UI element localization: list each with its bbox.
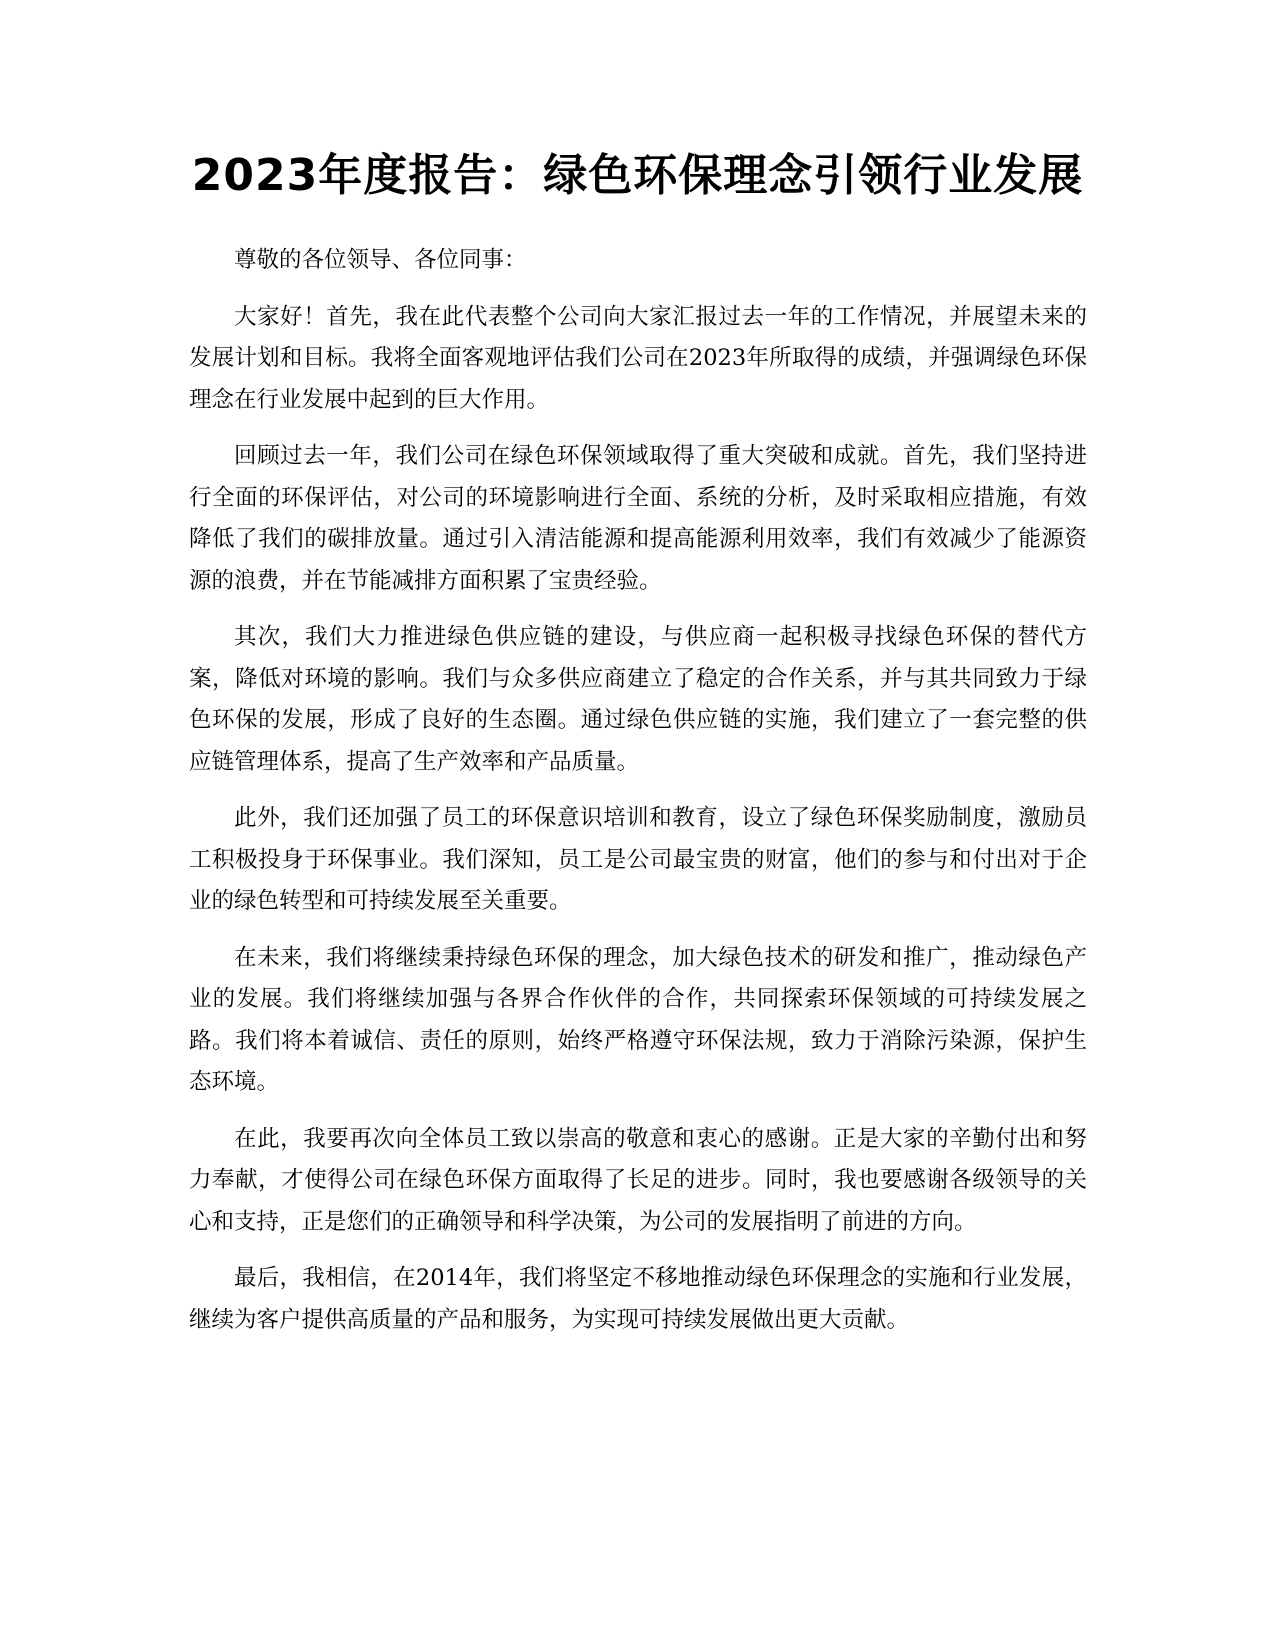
paragraph-supply-chain: 其次，我们大力推进绿色供应链的建设，与供应商一起积极寻找绿色环保的替代方案，降低对环境的影响。我们与众多供应商建立了稳定的合作关系，并与其共同致力于绿色环保的发展，形成了良好的生态圈。通过绿色供应链的实施，我们建立了一套完整的供应链管理体系，提高了生产效率和产品质量。	[189, 624, 1087, 775]
paragraph-employees: 此外，我们还加强了员工的环保意识培训和教育，设立了绿色环保奖励制度，激励员工积极投身于环保事业。我们深知，员工是公司最宝贵的财富，他们的参与和付出对于企业的绿色转型和可持续发展至关重要。	[189, 805, 1087, 914]
document-body	[189, 240, 1087, 1356]
paragraph-salutation: 尊敬的各位领导、各位同事：	[234, 247, 527, 273]
paragraph-closing: 最后，我相信，在2014年，我们将坚定不移地推动绿色环保理念的实施和行业发展，继续为客户提供高质量的产品和服务，为实现可持续发展做出更大贡献。	[189, 1265, 1087, 1333]
document-title: 2023年度报告：绿色环保理念引领行业发展	[191, 150, 1084, 201]
paragraph-future: 在未来，我们将继续秉持绿色环保的理念，加大绿色技术的研发和推广，推动绿色产业的发展。我们将继续加强与各界合作伙伴的合作，共同探索环保领域的可持续发展之路。我们将本着诚信、责任的原则，始终严格遵守环保法规，致力于消除污染源，保护生态环境。	[189, 944, 1087, 1095]
paragraph-review: 回顾过去一年，我们公司在绿色环保领域取得了重大突破和成就。首先，我们坚持进行全面的环保评估，对公司的环境影响进行全面、系统的分析，及时采取相应措施，有效降低了我们的碳排放量。通过引入清洁能源和提高能源利用效率，我们有效减少了能源资源的浪费，并在节能减排方面积累了宝贵经验。	[189, 443, 1087, 594]
paragraph-greeting: 大家好！首先，我在此代表整个公司向大家汇报过去一年的工作情况，并展望未来的发展计划和目标。我将全面客观地评估我们公司在2023年所取得的成绩，并强调绿色环保理念在行业发展中起到的巨大作用。	[189, 303, 1087, 413]
paragraph-thanks: 在此，我要再次向全体员工致以崇高的敬意和衷心的感谢。正是大家的辛勤付出和努力奉献，才使得公司在绿色环保方面取得了长足的进步。同时，我也要感谢各级领导的关心和支持，正是您们的正确领导和科学决策，为公司的发展指明了前进的方向。	[189, 1125, 1087, 1235]
